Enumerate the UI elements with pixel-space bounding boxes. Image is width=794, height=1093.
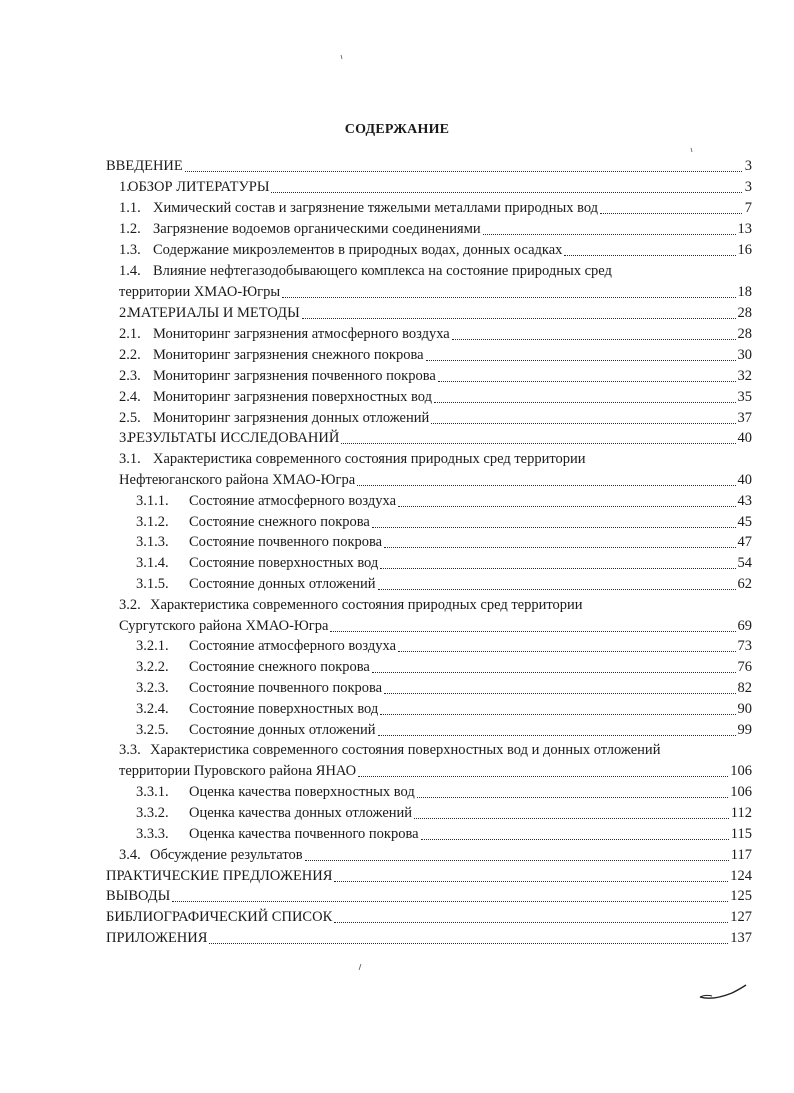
toc-entry-title: РЕЗУЛЬТАТЫ ИССЛЕДОВАНИЙ [128,430,340,446]
toc-entry-number: 3.2. [119,597,141,613]
toc-entry-title: Мониторинг загрязнения снежного покрова [153,347,424,363]
dot-leader [334,866,728,886]
toc-page-number: 115 [730,826,752,842]
toc-entry [189,699,752,719]
toc-entry-title: Загрязнение водоемов органическими соединениями [153,221,481,237]
dot-leader [372,512,736,532]
toc-entry-title: Состояние поверхностных вод [189,701,379,717]
toc-entry-title: Состояние атмосферного воздуха [189,493,397,509]
dot-leader [305,845,729,865]
toc-page-number: 37 [737,410,752,426]
dot-leader [398,491,735,511]
toc-entry-title: Характеристика современного состояния природных сред территории [150,597,583,613]
toc-entry [106,928,752,948]
dot-leader [172,886,728,906]
toc-entry-number: 3.3.1. [136,784,169,800]
toc-entry [189,512,752,532]
toc-entry-title: ВЫВОДЫ [106,888,171,904]
toc-entry-number: 3.2.4. [136,701,169,717]
toc-entry-title-continuation: Нефтеюганского района ХМАО-Югра [119,472,356,488]
toc-page-number: 90 [737,701,752,717]
toc-entry [106,907,752,927]
toc-entry-title: Оценка качества поверхностных вод [189,784,415,800]
dot-leader [426,345,736,365]
toc-entry [189,824,752,844]
toc-entry [189,657,752,677]
dot-leader [417,782,728,802]
toc-entry-title-continuation: территории Пуровского района ЯНАО [119,763,357,779]
toc-entry [189,803,752,823]
toc-page-number: 40 [737,472,752,488]
dot-leader [414,803,729,823]
dot-leader [434,387,736,407]
toc-entry [153,387,752,407]
toc-entry-number: 1.4. [119,263,141,279]
toc-entry [153,324,752,344]
dot-leader [378,720,736,740]
toc-entry-number: 3.4. [119,847,141,863]
toc-page-number: 106 [730,763,752,779]
dot-leader [334,907,728,927]
toc-entry [189,636,752,656]
toc-page-number: 82 [737,680,752,696]
toc-page-number: 16 [737,242,752,258]
toc-entry-title: ВВЕДЕНИЕ [106,158,183,174]
toc-entry [128,428,752,448]
toc-entry [189,574,752,594]
toc-entry-title-continuation: территории ХМАО-Югры [119,284,281,300]
toc-entry-number: 3.3.3. [136,826,169,842]
toc-page-number: 125 [730,888,752,904]
toc-entry-title: Мониторинг загрязнения донных отложений [153,410,430,426]
toc-entry-title: ОБЗОР ЛИТЕРАТУРЫ [128,179,270,195]
toc-page-number: 3 [744,179,752,195]
toc-entry-title: Состояние поверхностных вод [189,555,379,571]
toc-entry-number: 3.3. [119,742,141,758]
toc-entry-title: Обсуждение результатов [150,847,303,863]
dot-leader [271,177,742,197]
toc-entry-number: 3.1. [119,451,141,467]
toc-page-number: 28 [737,305,752,321]
dot-leader [185,156,742,176]
toc-page-number: 18 [737,284,752,300]
toc-entry-title: БИБЛИОГРАФИЧЕСКИЙ СПИСОК [106,909,333,925]
toc-entry-number: 1.1. [119,200,141,216]
dot-leader [302,303,736,323]
signature-scribble-icon [698,983,748,1003]
dot-leader [564,240,735,260]
toc-entry-number: 3. [119,430,130,446]
toc-entry [153,219,752,239]
toc-entry [119,616,752,636]
toc-entry-title: Состояние донных отложений [189,722,376,738]
toc-entry-number: 2.5. [119,410,141,426]
dot-leader [380,699,735,719]
toc-entry-number: 1.3. [119,242,141,258]
toc-entry-title: Оценка качества почвенного покрова [189,826,419,842]
toc-entry-title: Химический состав и загрязнение тяжелыми металлами природных вод [153,200,599,216]
dot-leader [384,532,735,552]
toc-page-number: 69 [737,618,752,634]
dot-leader [341,428,735,448]
toc-entry-number: 2.4. [119,389,141,405]
toc-page-number: 43 [737,493,752,509]
dot-leader [398,636,735,656]
dot-leader [483,219,736,239]
toc-page-number: 3 [744,158,752,174]
toc-entry [153,408,752,428]
toc-entry-title: Состояние донных отложений [189,576,376,592]
toc-page-number: 73 [737,638,752,654]
toc-page-number: 127 [730,909,752,925]
toc-page-number: 106 [730,784,752,800]
toc-entry-number: 3.1.2. [136,514,169,530]
toc-entry-number: 2.2. [119,347,141,363]
toc-page-number: 117 [730,847,752,863]
toc-entry-number: 3.1.4. [136,555,169,571]
toc-entry-number: 3.2.2. [136,659,169,675]
dot-leader [452,324,736,344]
dot-leader [330,616,735,636]
toc-entry-title: Состояние почвенного покрова [189,534,383,550]
toc-entry [106,866,752,886]
toc-entry-title: ПРИЛОЖЕНИЯ [106,930,208,946]
toc-page-number: 112 [730,805,752,821]
toc-page-number: 7 [744,200,752,216]
dot-leader [380,553,735,573]
toc-entry [189,532,752,552]
dot-leader [209,928,728,948]
toc-entry-number: 1.2. [119,221,141,237]
toc-entry [153,345,752,365]
toc-entry-title: МАТЕРИАЛЫ И МЕТОДЫ [128,305,300,321]
toc-entry-number: 1. [119,179,130,195]
toc-entry-number: 3.1.3. [136,534,169,550]
toc-entry [189,720,752,740]
toc-entry-number: 2.1. [119,326,141,342]
toc-entry-number: 3.2.5. [136,722,169,738]
toc-entry-title: Характеристика современного состояния поверхностных вод и донных отложений [150,742,661,758]
scan-speck-icon [358,963,362,971]
toc-entry-title: Характеристика современного состояния природных сред территории [153,451,586,467]
toc-entry-title: Состояние снежного покрова [189,659,370,675]
toc-entry-title: Состояние снежного покрова [189,514,370,530]
toc-entry-number: 3.2.1. [136,638,169,654]
toc-entry-number: 3.3.2. [136,805,169,821]
toc-entry [119,761,752,781]
toc-entry-title: Мониторинг загрязнения поверхностных вод [153,389,432,405]
toc-page-number: 35 [737,389,752,405]
toc-entry [128,177,752,197]
toc-page-number: 13 [737,221,752,237]
toc-entry [106,156,752,176]
dot-leader [384,678,735,698]
toc-entry-number: 3.2.3. [136,680,169,696]
dot-leader [357,470,735,490]
toc-page-number: 30 [737,347,752,363]
toc-entry-title: Влияние нефтегазодобывающего комплекса на состояние природных сред [153,263,612,279]
toc-entry-number: 2.3. [119,368,141,384]
scan-speck-icon [690,147,694,153]
page-title: СОДЕРЖАНИЕ [344,122,450,137]
toc-entry [153,240,752,260]
toc-entry [150,845,752,865]
toc-entry-number: 2. [119,305,130,321]
toc-entry-title: ПРАКТИЧЕСКИЕ ПРЕДЛОЖЕНИЯ [106,868,333,884]
toc-page-number: 45 [737,514,752,530]
toc-entry-number: 3.1.5. [136,576,169,592]
toc-page-number: 76 [737,659,752,675]
toc-entry [153,198,752,218]
toc-entry-title: Содержание микроэлементов в природных водах, донных осадках [153,242,563,258]
toc-page-number: 47 [737,534,752,550]
dot-leader [378,574,736,594]
dot-leader [358,761,728,781]
toc-entry [189,553,752,573]
toc-entry-title: Оценка качества донных отложений [189,805,413,821]
toc-entry [189,491,752,511]
toc-entry-title: Состояние атмосферного воздуха [189,638,397,654]
dot-leader [600,198,742,218]
toc-entry [189,782,752,802]
toc-entry-number: 3.1.1. [136,493,169,509]
toc-page-number: 124 [730,868,752,884]
toc-entry [128,303,752,323]
toc-entry [119,282,752,302]
toc-entry [189,678,752,698]
toc-page-number: 28 [737,326,752,342]
scan-speck-icon [340,54,344,60]
toc-page-number: 137 [730,930,752,946]
toc-page-number: 40 [737,430,752,446]
toc-page-number: 99 [737,722,752,738]
toc-page-number: 54 [737,555,752,571]
toc-entry [119,470,752,490]
toc-entry-title-continuation: Сургутского района ХМАО-Югра [119,618,329,634]
toc-entry-title: Состояние почвенного покрова [189,680,383,696]
toc-entry [106,886,752,906]
dot-leader [282,282,735,302]
dot-leader [438,366,736,386]
dot-leader [372,657,736,677]
dot-leader [421,824,729,844]
toc-page-number: 62 [737,576,752,592]
toc-page-number: 32 [737,368,752,384]
toc-entry [153,366,752,386]
dot-leader [431,408,735,428]
toc-entry-title: Мониторинг загрязнения почвенного покрова [153,368,436,384]
toc-entry-title: Мониторинг загрязнения атмосферного воздуха [153,326,450,342]
